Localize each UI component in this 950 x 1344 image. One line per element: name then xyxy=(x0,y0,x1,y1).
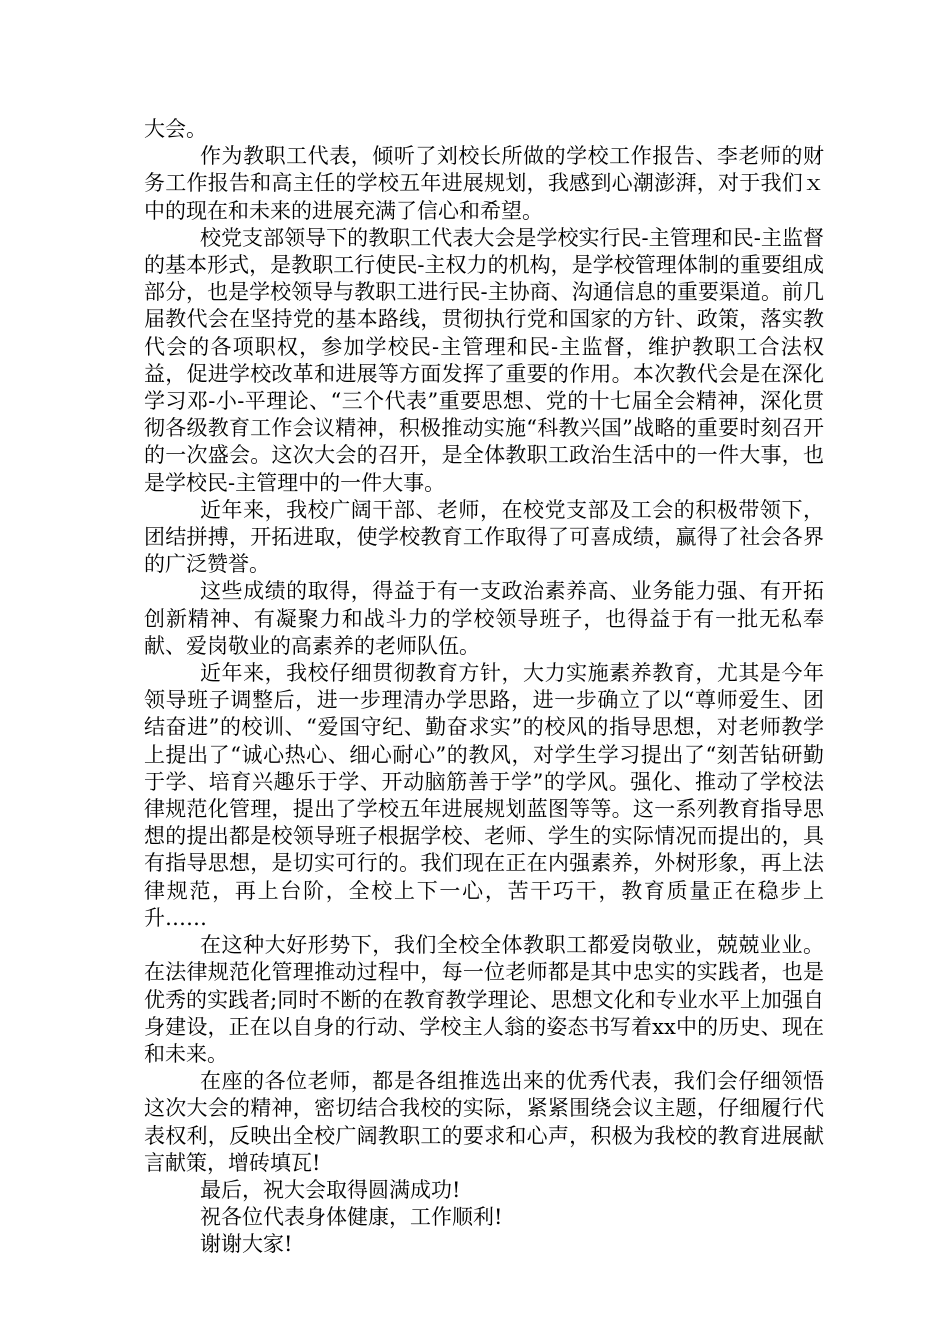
paragraph-7: 在座的各位老师，都是各组推选出来的优秀代表，我们会仔细领悟这次大会的精神，密切结合我校的实际，紧紧围绕会议主题，仔细履行代表权利，反映出全校广阔教职工的要求和心声，积极为我校的教育进展献言献策，增砖填瓦! xyxy=(144,1069,824,1175)
paragraph-2: 校党支部领导下的教职工代表大会是学校实行民-主管理和民-主监督的基本形式，是教职工行使民-主权力的机构，是学校管理体制的重要组成部分，也是学校领导与教职工进行民-主协商、沟通信息的重要渠道。前几届教代会在坚持党的基本路线，贯彻执行党和国家的方针、政策，落实教代会的各项职权，参加学校民-主管理和民-主监督，维护教职工合法权益，促进学校改革和进展等方面发挥了重要的作用。本次教代会是在深化学习邓-小-平理论、“三个代表”重要思想、党的十七届全会精神，深化贯彻各级教育工作会议精神，积极推动实施“科教兴国”战略的重要时刻召开的一次盛会。这次大会的召开，是全体教职工政治生活中的一件大事，也是学校民-主管理中的一件大事。 xyxy=(144,225,824,495)
paragraph-4: 这些成绩的取得，得益于有一支政治素养高、业务能力强、有开拓创新精神、有凝聚力和战斗力的学校领导班子，也得益于有一批无私奉献、爱岗敬业的高素养的老师队伍。 xyxy=(144,579,824,658)
paragraph-3: 近年来，我校广阔干部、老师，在校党支部及工会的积极带领下，团结拼搏，开拓进取，使学校教育工作取得了可喜成绩，赢得了社会各界的广泛赞誉。 xyxy=(144,497,824,577)
paragraph-1: 作为教职工代表，倾听了刘校长所做的学校工作报告、李老师的财务工作报告和高主任的学校五年进展规划，我感到心潮澎湃，对于我们ｘ中的现在和未来的进展充满了信心和希望。 xyxy=(144,144,824,223)
paragraph-5: 近年来，我校仔细贯彻教育方针，大力实施素养教育，尤其是今年领导班子调整后，进一步理清办学思路，进一步确立了以“尊师爱生、团结奋进”的校训、“爱国守纪、勤奋求实”的校风的指导思想，对老师教学上提出了“诚心热心、细心耐心”的教风，对学生学习提出了“刻苦钻研勤于学、培育兴趣乐于学、开动脑筋善于学”的学风。强化、推动了学校法律规范化管理，提出了学校五年进展规划蓝图等等。这一系列教育指导思想的提出都是校领导班子根据学校、老师、学生的实际情况而提出的，具有指导思想，是切实可行的。我们现在正在内强素养，外树形象，再上法律规范，再上台阶，全校上下一心，苦干巧干，教育质量正在稳步上升…… xyxy=(144,661,824,930)
document-body xyxy=(144,116,824,1259)
paragraph-closing-wish: 最后，祝大会取得圆满成功! xyxy=(200,1177,461,1202)
paragraph-6: 在这种大好形势下，我们全校全体教职工都爱岗敬业，兢兢业业。在法律规范化管理推动过程中，每一位老师都是其中忠实的实践者，也是优秀的实践者;同时不断的在教育教学理论、思想文化和专业水平上加强自身建设，正在以自身的行动、学校主人翁的姿态书写着xx中的历史、现在和未来。 xyxy=(144,933,824,1066)
paragraph-closing-thanks: 谢谢大家! xyxy=(200,1232,293,1257)
paragraph-opening: 大会。 xyxy=(144,117,207,141)
paragraph-closing-health: 祝各位代表身体健康，工作顺利! xyxy=(200,1205,503,1230)
